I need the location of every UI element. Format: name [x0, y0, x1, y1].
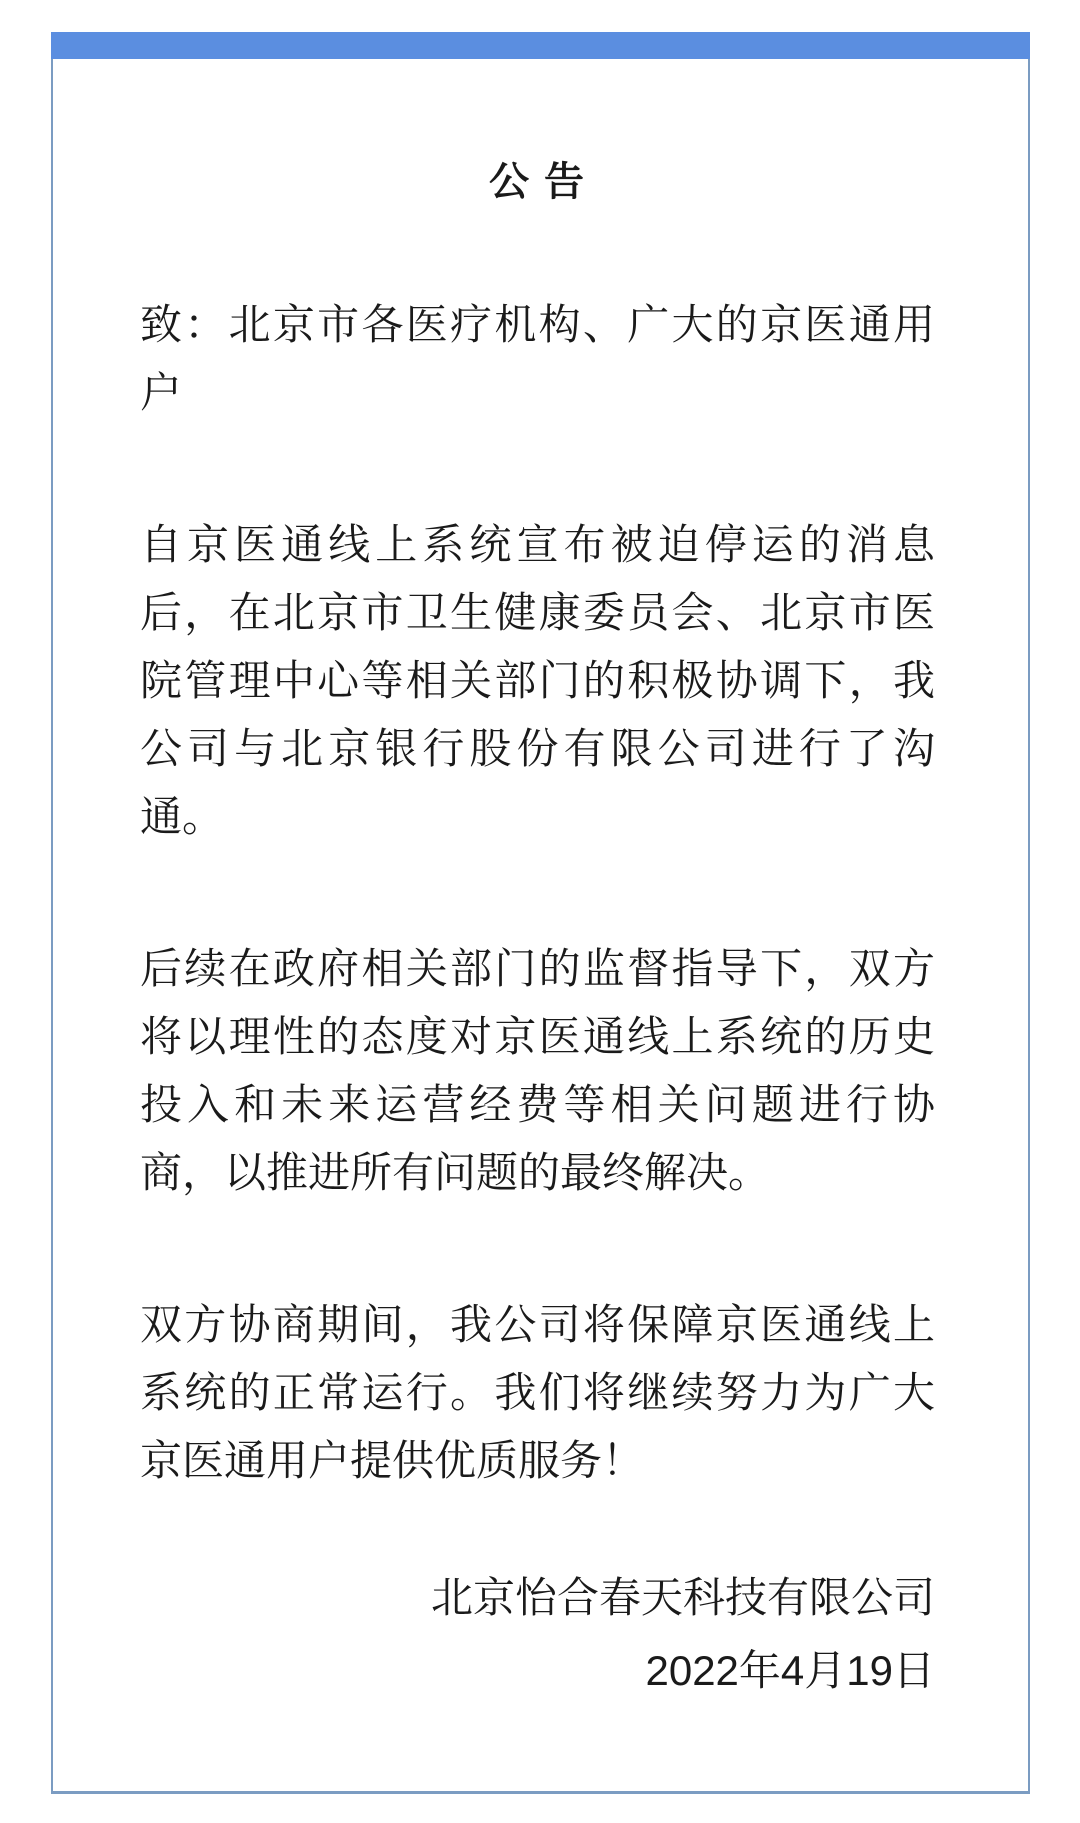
signature-company: 北京怡合春天科技有限公司 [430, 1574, 935, 1621]
notice-paragraph: 双方协商期间，我公司将保障京医通线上系统的正常运行。我们将继续努力为广大京医通用户提供优质服务！ [140, 1301, 935, 1484]
notice-title: 公 告 [488, 160, 587, 204]
header-bar [51, 32, 1030, 59]
signature-date: 2022年4月19日 [645, 1647, 935, 1694]
notice-paragraph: 自京医通线上系统宣布被迫停运的消息后，在北京市卫生健康委员会、北京市医院管理中心等相关部门的积极协调下，我公司与北京银行股份有限公司进行了沟通。 [140, 521, 935, 840]
notice-text [140, 291, 935, 1495]
notice-card [51, 32, 1030, 1794]
signature-block [140, 1561, 935, 1707]
recipient-line: 致：北京市各医疗机构、广大的京医通用户 [140, 301, 935, 416]
notice-body [51, 59, 1030, 1794]
notice-paragraph: 后续在政府相关部门的监督指导下，双方将以理性的态度对京医通线上系统的历史投入和未来运营经费等相关问题进行协商，以推进所有问题的最终解决。 [140, 945, 935, 1196]
